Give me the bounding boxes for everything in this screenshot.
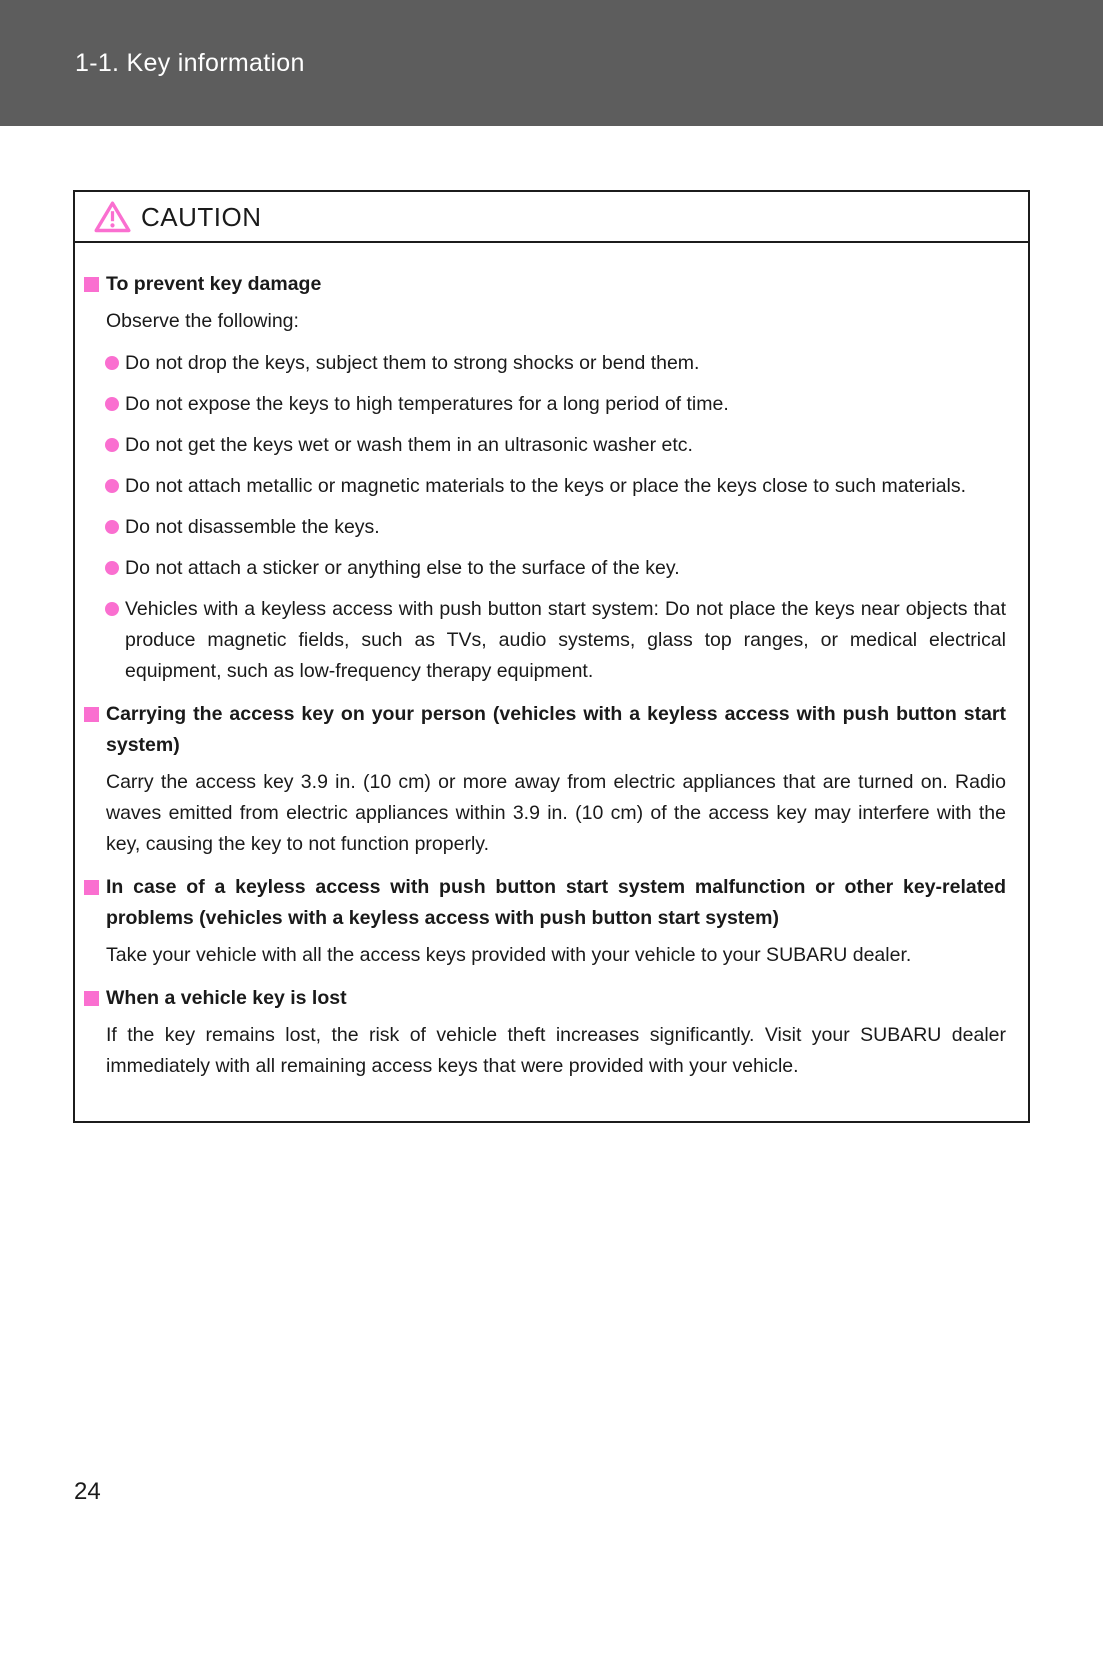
caution-body [75, 243, 1028, 1121]
bullet-item [105, 389, 1006, 420]
caution-section [84, 872, 1006, 971]
square-bullet-icon [84, 707, 99, 722]
bullet-item [105, 348, 1006, 379]
caution-section [84, 269, 1006, 687]
section-paragraph: Take your vehicle with all the access keys provided with your vehicle to your SUBARU dealer. [106, 944, 912, 966]
bullet-text: Do not get the keys wet or wash them in an ultrasonic washer etc. [125, 434, 693, 456]
section-heading [84, 699, 1006, 761]
caution-section [84, 699, 1006, 860]
circle-bullet-icon [105, 561, 119, 575]
square-bullet-icon [84, 880, 99, 895]
bullet-text: Do not drop the keys, subject them to strong shocks or bend them. [125, 352, 700, 374]
bullet-item [105, 553, 1006, 584]
bullet-item [105, 594, 1006, 687]
bullet-item [105, 471, 1006, 502]
section-heading-text: Carrying the access key on your person (vehicles with a keyless access with push button start system) [106, 703, 1006, 756]
page-number: 24 [74, 1478, 101, 1505]
square-bullet-icon [84, 277, 99, 292]
bullet-text: Do not disassemble the keys. [125, 516, 380, 538]
circle-bullet-icon [105, 356, 119, 370]
section-heading-text: When a vehicle key is lost [106, 987, 347, 1009]
circle-bullet-icon [105, 397, 119, 411]
section-paragraph: If the key remains lost, the risk of vehicle theft increases significantly. Visit your SUBARU dealer immediately with all remaining access keys that were provided with your vehicle. [106, 1024, 1006, 1077]
circle-bullet-icon [105, 479, 119, 493]
section-paragraph: Carry the access key 3.9 in. (10 cm) or more away from electric appliances that are turned on. Radio waves emitted from electric appliances within 3.9 in. (10 cm) of the access key may interfere with the key, causing the key to not function properly. [106, 771, 1006, 855]
caution-section [84, 983, 1006, 1082]
bullet-text: Vehicles with a keyless access with push button start system: Do not place the keys near objects that produce magnetic fields, such as TVs, audio systems, glass top ranges, or medical electrical equipment, such as low-frequency therapy equipment. [125, 598, 1006, 682]
circle-bullet-icon [105, 520, 119, 534]
bullet-item [105, 430, 1006, 461]
section-heading [84, 872, 1006, 934]
circle-bullet-icon [105, 602, 119, 616]
section-heading-text: In case of a keyless access with push button start system malfunction or other key-related problems (vehicles with a keyless access with push button start system) [106, 876, 1006, 929]
section-paragraph: Observe the following: [106, 310, 299, 332]
page-title: 1-1. Key information [75, 48, 305, 77]
caution-header [75, 192, 1028, 243]
page-content [0, 190, 1103, 1505]
bullet-text: Do not attach a sticker or anything else to the surface of the key. [125, 557, 680, 579]
bullet-item [105, 512, 1006, 543]
section-heading [84, 269, 1006, 300]
circle-bullet-icon [105, 438, 119, 452]
square-bullet-icon [84, 991, 99, 1006]
section-heading [84, 983, 1006, 1014]
warning-triangle-icon [93, 200, 132, 234]
caution-box [73, 190, 1030, 1123]
page-header-band [0, 0, 1103, 126]
section-heading-text: To prevent key damage [106, 273, 322, 295]
bullet-text: Do not expose the keys to high temperatures for a long period of time. [125, 393, 729, 415]
bullet-text: Do not attach metallic or magnetic materials to the keys or place the keys close to such materials. [125, 475, 967, 497]
caution-title: CAUTION [141, 201, 262, 232]
